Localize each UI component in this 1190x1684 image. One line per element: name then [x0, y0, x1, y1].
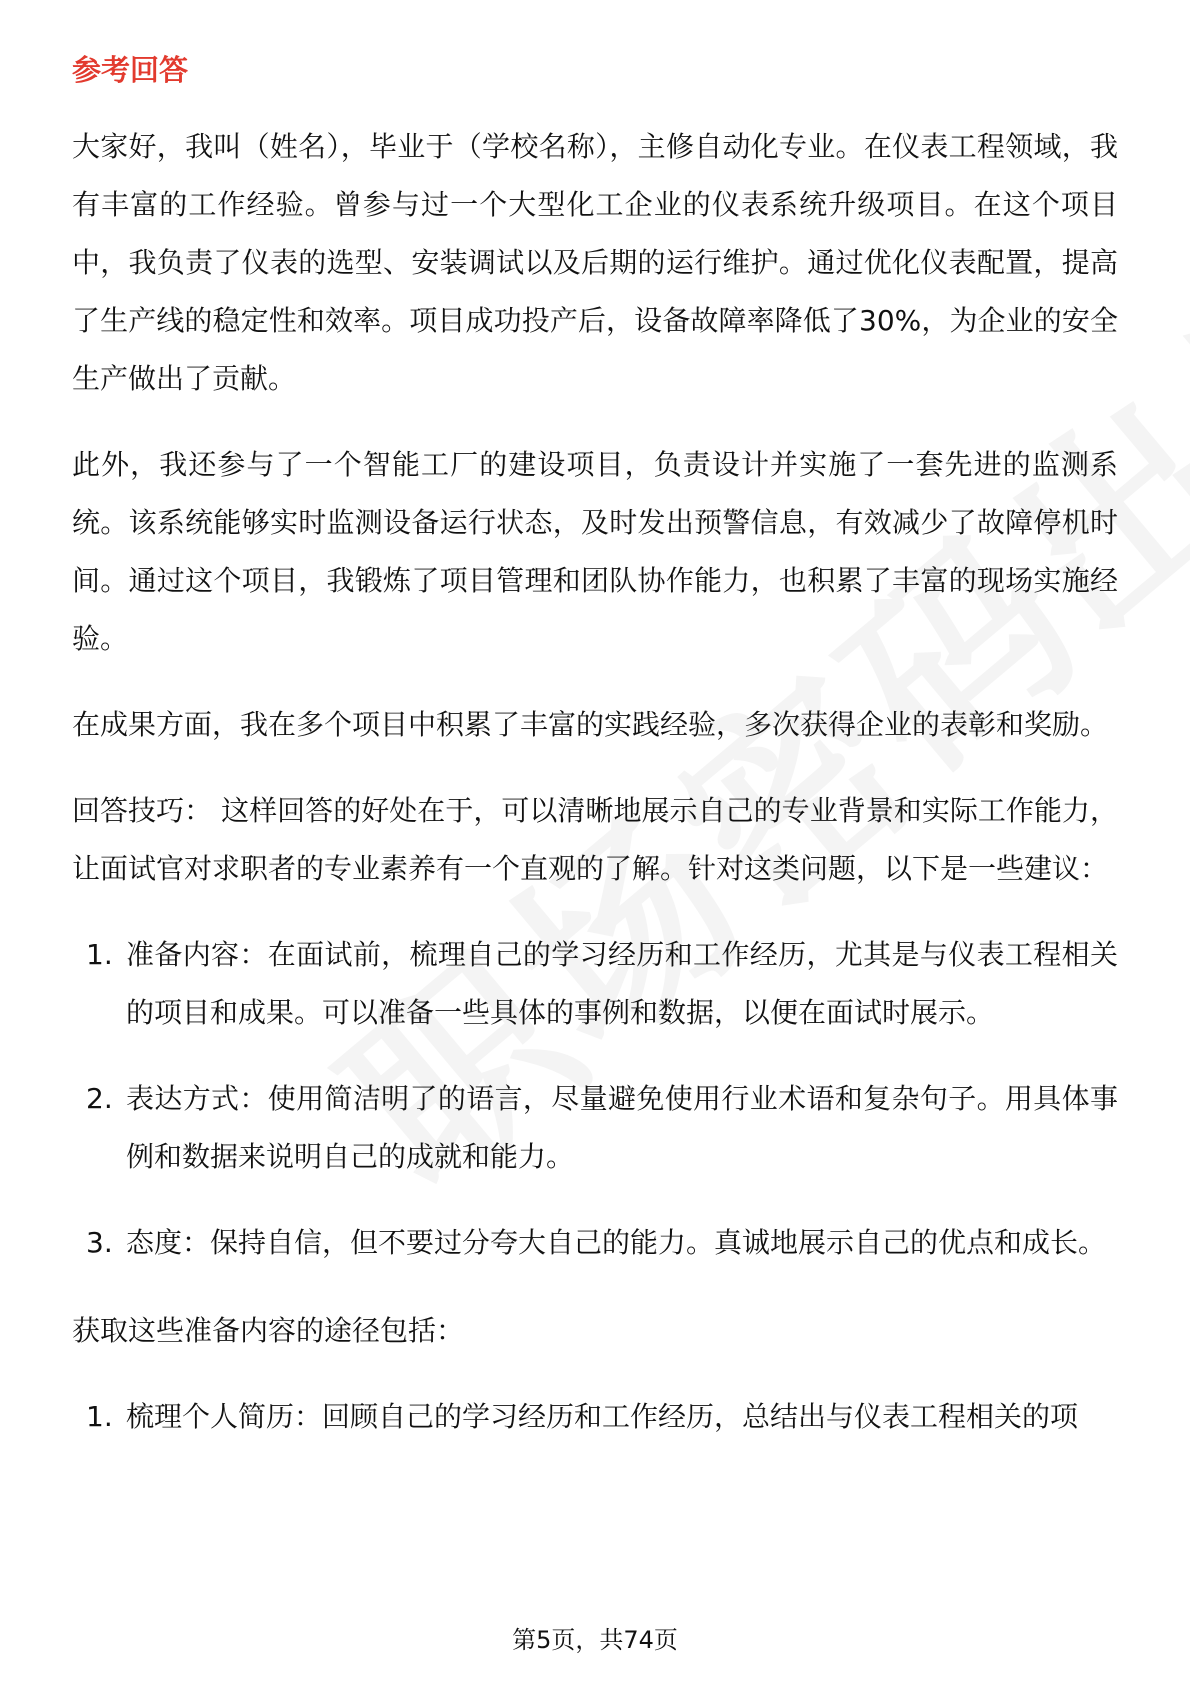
list-text: 态度：保持自信，但不要过分夸大自己的能力。真诚地展示自己的优点和成长。 [126, 1226, 1107, 1259]
paragraph-achievements: 在成果方面，我在多个项目中积累了丰富的实践经验，多次获得企业的表彰和奖励。 [72, 708, 1109, 741]
paragraph-tips-intro: 回答技巧： 这样回答的好处在于，可以清晰地展示自己的专业背景和实际工作能力，让面试官对求职者的专业素养有一个直观的了解。针对这类问题，以下是一些建议： [72, 794, 1118, 885]
list-text: 准备内容：在面试前，梳理自己的学习经历和工作经历，尤其是与仪表工程相关的项目和成果。可以准备一些具体的事例和数据，以便在面试时展示。 [126, 938, 1118, 1029]
list-text: 梳理个人简历：回顾自己的学习经历和工作经历，总结出与仪表工程相关的项 [126, 1400, 1079, 1433]
tips-list [72, 926, 1118, 1272]
list-item [72, 1388, 1118, 1446]
paragraph-intro: 大家好，我叫（姓名），毕业于（学校名称），主修自动化专业。在仪表工程领域，我有丰富的工作经验。曾参与过一个大型化工企业的仪表系统升级项目。在这个项目中，我负责了仪表的选型、安装调试以及后期的运行维护。通过优化仪表配置，提高了生产线的稳定性和效率。项目成功投产后，设备故障率降低了30%，为企业的安全生产做出了贡献。 [72, 130, 1118, 395]
list-item [72, 1070, 1118, 1186]
main-content [72, 118, 1118, 1476]
paragraph-sources-intro: 获取这些准备内容的途径包括： [72, 1314, 465, 1347]
sources-list [72, 1388, 1118, 1446]
section-heading: 参考回答 [72, 53, 189, 87]
list-number: 1. [86, 1400, 113, 1433]
list-text: 表达方式：使用简洁明了的语言，尽量避免使用行业术语和复杂句子。用具体事例和数据来说明自己的成就和能力。 [126, 1082, 1118, 1173]
page-footer: 第5页，共74页 [512, 1626, 678, 1654]
list-item [72, 926, 1118, 1042]
paragraph-project: 此外，我还参与了一个智能工厂的建设项目，负责设计并实施了一套先进的监测系统。该系统能够实时监测设备运行状态，及时发出预警信息，有效减少了故障停机时间。通过这个项目，我锻炼了项目管理和团队协作能力，也积累了丰富的现场实施经验。 [72, 448, 1118, 655]
list-number: 2. [86, 1082, 113, 1115]
list-number: 3. [86, 1226, 113, 1259]
list-number: 1. [86, 938, 113, 971]
list-item [72, 1214, 1118, 1272]
